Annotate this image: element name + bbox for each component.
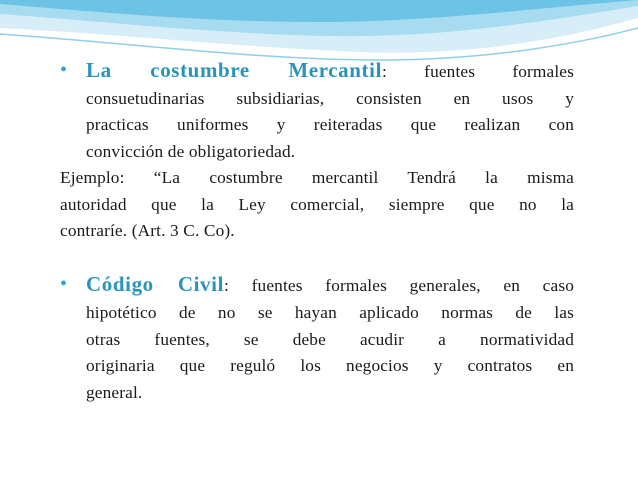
bullet-first-line xyxy=(86,56,574,86)
bullet-heading: La costumbre Mercantil xyxy=(86,58,383,82)
bullet-icon: • xyxy=(60,273,68,296)
bullet-icon: • xyxy=(60,59,68,81)
bullet-line: general. xyxy=(86,382,143,402)
bullet-line: originaria que reguló los negocios y contratos en xyxy=(86,356,574,376)
bullet-codigo-civil xyxy=(60,270,574,406)
example-line: Ejemplo: “La costumbre mercantil Tendrá la misma xyxy=(60,168,574,188)
example-line: contraríe. (Art. 3 C. Co). xyxy=(60,221,235,241)
example-line: autoridad que la Ley comercial, siempre que no la xyxy=(60,194,574,214)
bullet-heading: Código Civil xyxy=(86,272,225,297)
bullet-line: consuetudinarias subsidiarias, consisten en usos y xyxy=(86,89,574,108)
bullet-first-line-text: : fuentes formales xyxy=(382,62,574,81)
bullet-line: hipotético de no se hayan aplicado normas de las xyxy=(86,303,574,323)
bullet-first-line-text: : fuentes formales generales, en caso xyxy=(224,276,574,296)
bullet-line: convicción de obligatoriedad. xyxy=(86,141,296,161)
bullet-line: otras fuentes, se debe acudir a normatividad xyxy=(86,329,574,349)
bullet-line: practicas uniformes y reiteradas que realizan con xyxy=(86,115,574,135)
slide-body xyxy=(60,56,574,406)
spacer xyxy=(60,244,574,270)
bullet-first-line xyxy=(86,270,574,300)
bullet-costumbre-mercantil xyxy=(60,56,574,165)
example-paragraph xyxy=(60,165,574,244)
